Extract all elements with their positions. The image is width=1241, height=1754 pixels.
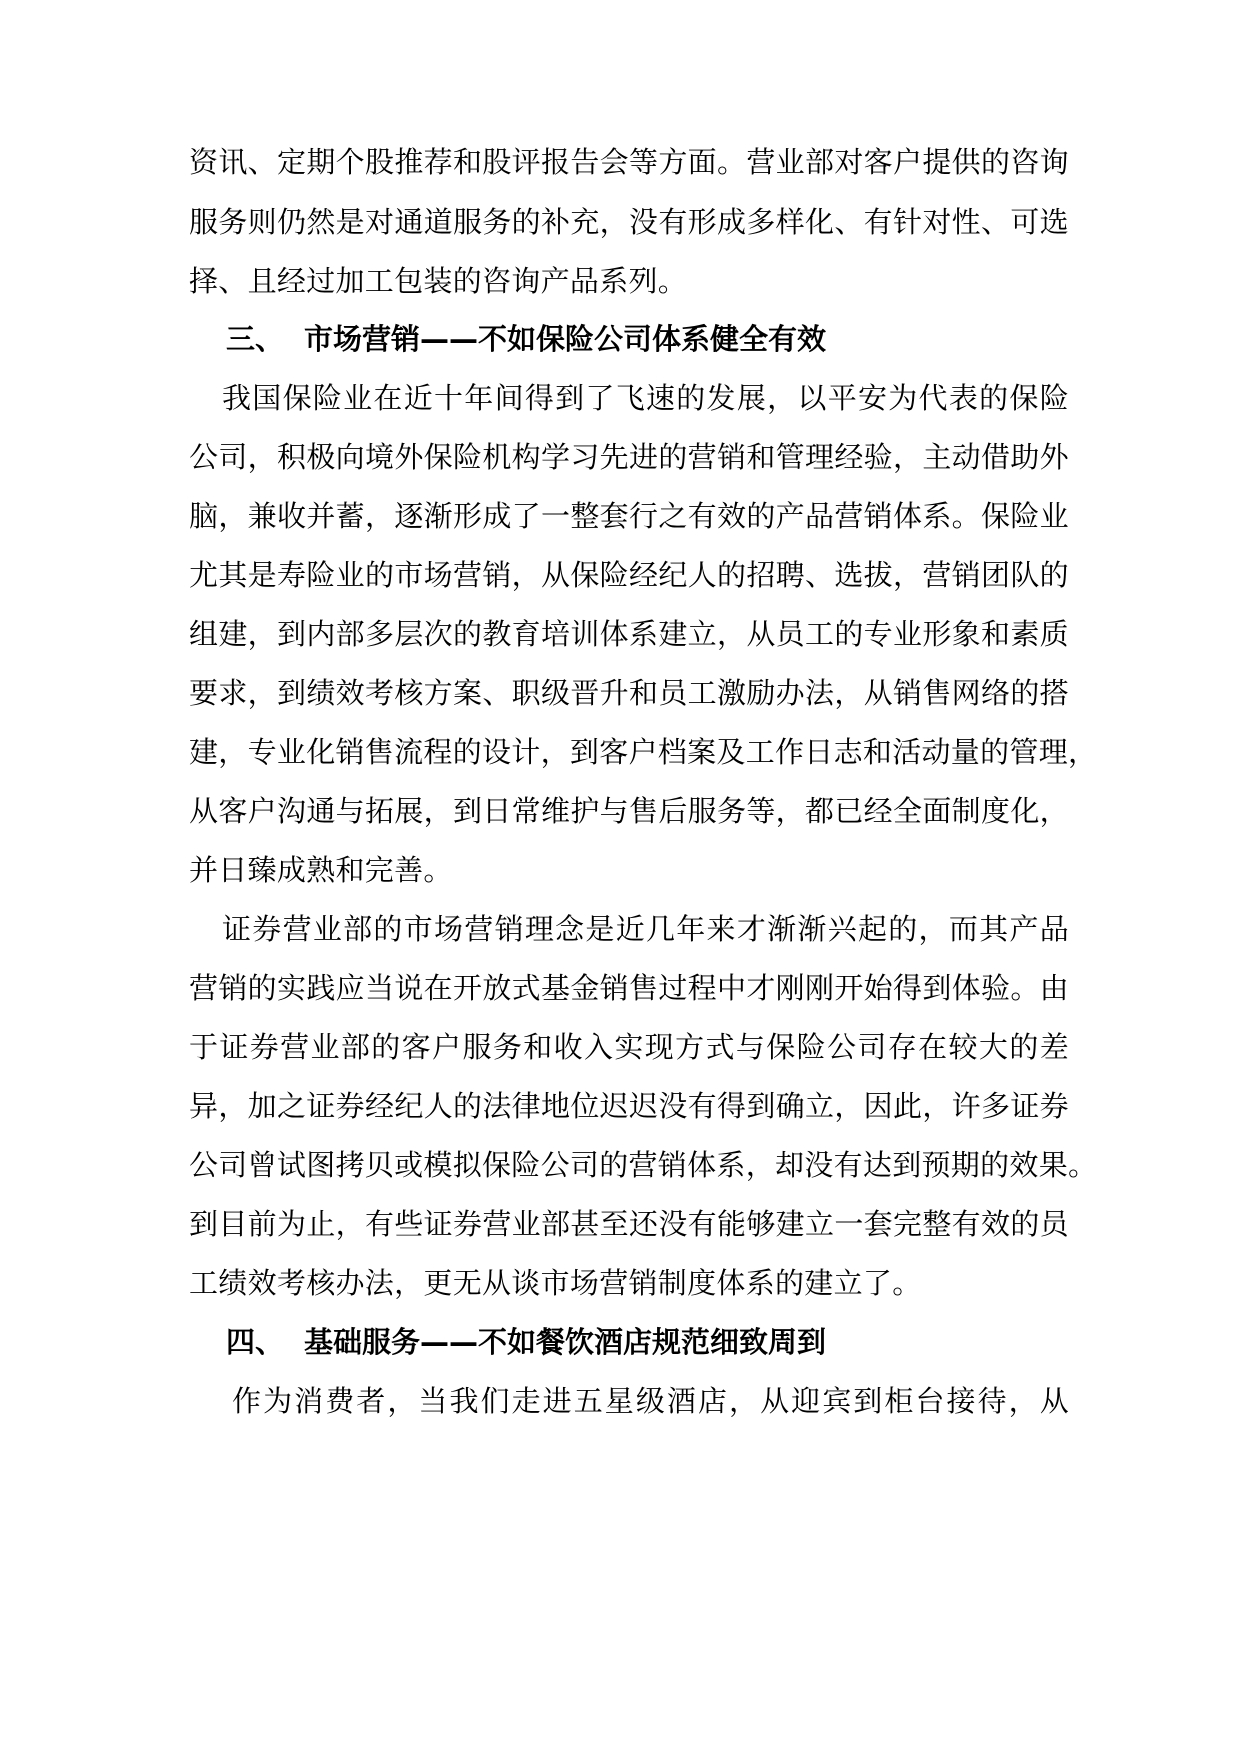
paragraph-line: 营销的实践应当说在开放式基金销售过程中才刚刚开始得到体验。由 xyxy=(189,971,1069,1005)
paragraph-line: 并日臻成熟和完善。 xyxy=(189,853,453,887)
paragraph-line: 建，专业化销售流程的设计，到客户档案及工作日志和活动量的管理， xyxy=(189,735,1098,769)
paragraph-line: 异，加之证券经纪人的法律地位迟迟没有得到确立，因此，许多证券 xyxy=(189,1089,1069,1123)
section-title: 市场营销——不如保险公司体系健全有效 xyxy=(304,322,827,356)
section-number: 三、 xyxy=(226,322,285,356)
paragraph-line: 证券营业部的市场营销理念是近几年来才渐渐兴起的，而其产品 xyxy=(222,912,1069,946)
paragraph-line: 工绩效考核办法，更无从谈市场营销制度体系的建立了。 xyxy=(189,1266,922,1300)
paragraph-line: 要求，到绩效考核方案、职级晋升和员工激励办法，从销售网络的搭 xyxy=(189,676,1069,710)
paragraph-line: 作为消费者，当我们走进五星级酒店，从迎宾到柜台接待，从 xyxy=(232,1384,1069,1418)
paragraph-line: 组建，到内部多层次的教育培训体系建立，从员工的专业形象和素质 xyxy=(189,617,1069,651)
section-title: 基础服务——不如餐饮酒店规范细致周到 xyxy=(304,1325,827,1359)
paragraph-line: 到目前为止，有些证券营业部甚至还没有能够建立一套完整有效的员 xyxy=(189,1207,1069,1241)
paragraph-line: 脑，兼收并蓄，逐渐形成了一整套行之有效的产品营销体系。保险业 xyxy=(189,499,1069,533)
paragraph-line: 尤其是寿险业的市场营销，从保险经纪人的招聘、选拔，营销团队的 xyxy=(189,558,1069,592)
paragraph-line: 从客户沟通与拓展，到日常维护与售后服务等，都已经全面制度化， xyxy=(189,794,1069,828)
section-heading-3 xyxy=(226,320,826,358)
paragraph-line: 公司曾试图拷贝或模拟保险公司的营销体系，却没有达到预期的效果。 xyxy=(189,1148,1098,1182)
paragraph-line: 服务则仍然是对通道服务的补充，没有形成多样化、有针对性、可选 xyxy=(189,205,1069,239)
paragraph-line: 资讯、定期个股推荐和股评报告会等方面。营业部对客户提供的咨询 xyxy=(189,145,1069,179)
paragraph-line: 择、且经过加工包装的咨询产品系列。 xyxy=(189,264,688,298)
paragraph-line: 公司，积极向境外保险机构学习先进的营销和管理经验，主动借助外 xyxy=(189,440,1069,474)
paragraph-line: 于证券营业部的客户服务和收入实现方式与保险公司存在较大的差 xyxy=(189,1030,1069,1064)
paragraph-line: 我国保险业在近十年间得到了飞速的发展，以平安为代表的保险 xyxy=(222,381,1069,415)
section-number: 四、 xyxy=(226,1325,285,1359)
section-heading-4 xyxy=(226,1323,826,1361)
